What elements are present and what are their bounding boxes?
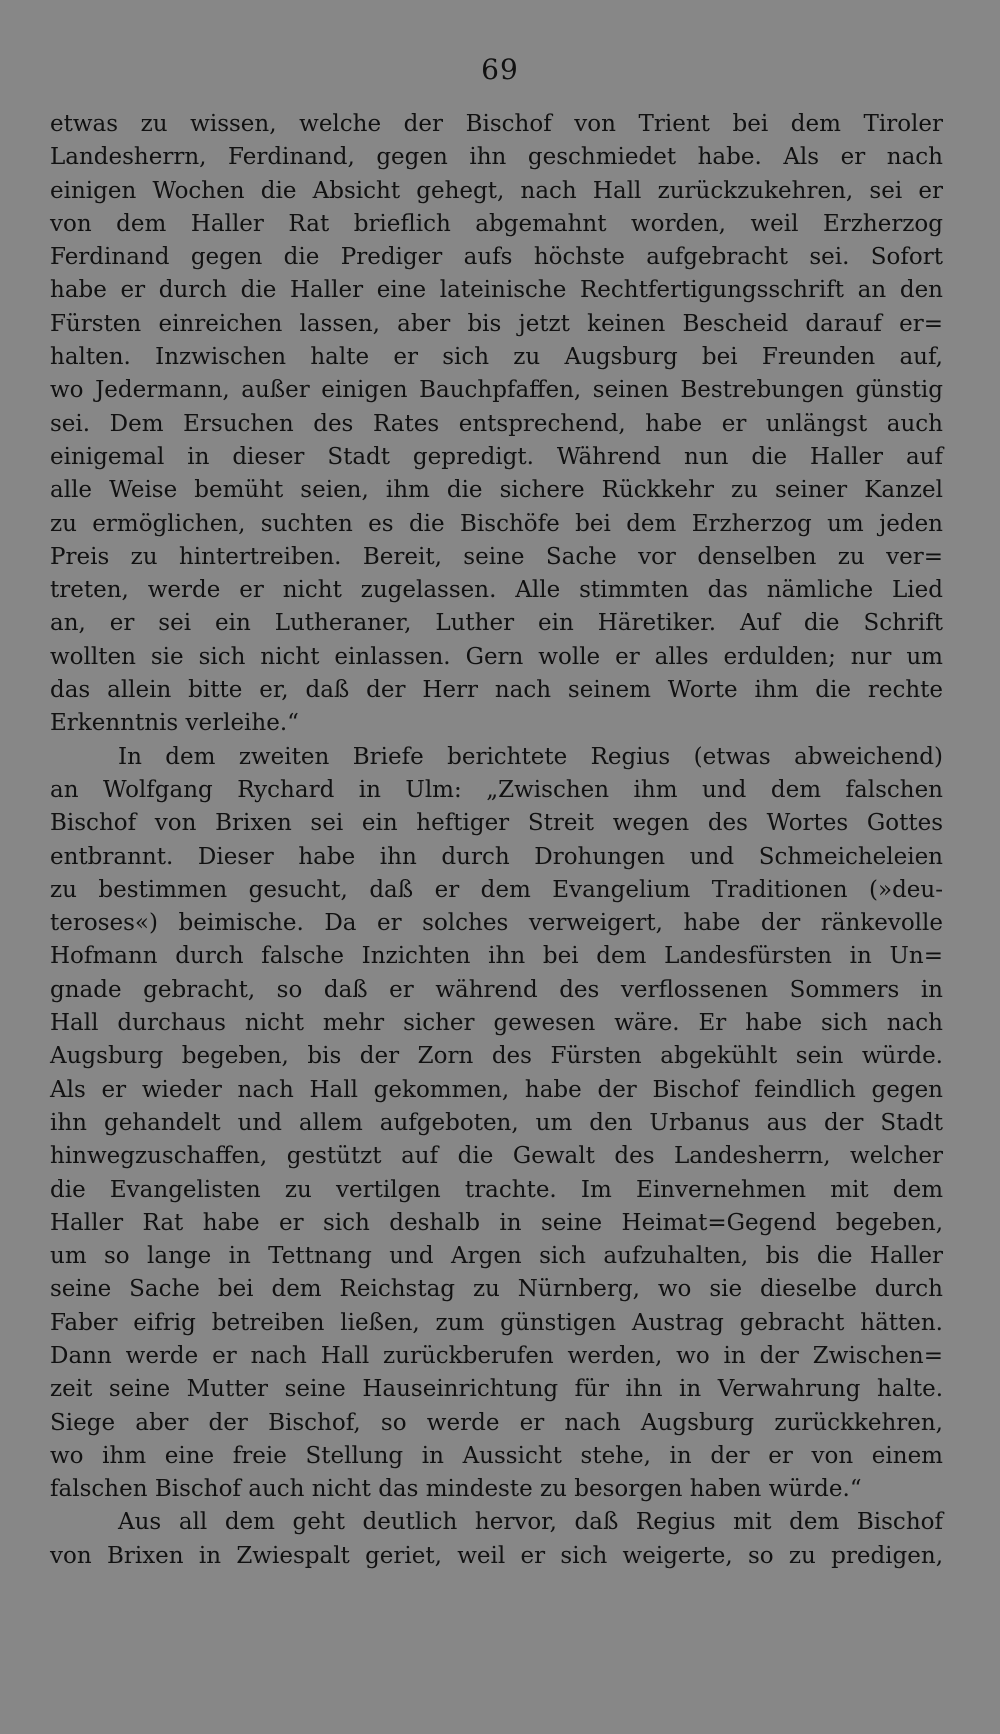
text-line: habe er durch die Haller eine lateinische Rechtfertigungsschrift an den bbox=[50, 277, 943, 304]
text-line: Faber eifrig betreiben ließen, zum günstigen Austrag gebracht hätten. bbox=[50, 1309, 943, 1336]
text-line: Hofmann durch falsche Inzichten ihn bei dem Landesfürsten in Un= bbox=[50, 943, 943, 970]
text-line: seine Sache bei dem Reichstag zu Nürnberg, wo sie dieselbe durch bbox=[50, 1276, 943, 1303]
text-line: Dann werde er nach Hall zurückberufen werden, wo in der Zwischen= bbox=[50, 1342, 943, 1369]
text-line: Als er wieder nach Hall gekommen, habe der Bischof feindlich gegen bbox=[50, 1076, 943, 1103]
text-line: gnade gebracht, so daß er während des verflossenen Sommers in bbox=[50, 976, 943, 1003]
page-number: 69 bbox=[481, 53, 519, 86]
text-line: Augsburg begeben, bis der Zorn des Fürsten abgekühlt sein würde. bbox=[50, 1043, 943, 1070]
text-line: halten. Inzwischen halte er sich zu Augsburg bei Freunden auf, bbox=[50, 344, 943, 371]
text-line: teroses«) beimische. Da er solches verweigert, habe der ränkevolle bbox=[50, 910, 943, 937]
text-line: wo ihm eine freie Stellung in Aussicht stehe, in der er von einem bbox=[50, 1442, 943, 1469]
text-line: Hall durchaus nicht mehr sicher gewesen wäre. Er habe sich nach bbox=[50, 1010, 943, 1037]
text-line: die Evangelisten zu vertilgen trachte. Im Einvernehmen mit dem bbox=[50, 1176, 943, 1203]
text-line: einigen Wochen die Absicht gehegt, nach Hall zurückzukehren, sei er bbox=[50, 177, 943, 204]
text-line: Ferdinand gegen die Prediger aufs höchste aufgebracht sei. Sofort bbox=[50, 244, 943, 271]
text-line: von Brixen in Zwiespalt geriet, weil er sich weigerte, so zu predigen, bbox=[50, 1542, 943, 1569]
text-line: das allein bitte er, daß der Herr nach seinem Worte ihm die rechte bbox=[50, 677, 943, 704]
text-line: Aus all dem geht deutlich hervor, daß Regius mit dem Bischof bbox=[118, 1509, 943, 1536]
text-line: entbrannt. Dieser habe ihn durch Drohungen und Schmeicheleien bbox=[50, 843, 943, 870]
text-line: zeit seine Mutter seine Hauseinrichtung für ihn in Verwahrung halte. bbox=[50, 1376, 943, 1403]
text-line: von dem Haller Rat brieflich abgemahnt worden, weil Erzherzog bbox=[50, 210, 943, 237]
text-line: um so lange in Tettnang und Argen sich aufzuhalten, bis die Haller bbox=[50, 1243, 943, 1270]
text-line: hinwegzuschaffen, gestützt auf die Gewalt des Landesherrn, welcher bbox=[50, 1143, 943, 1170]
text-line: Landesherrn, Ferdinand, gegen ihn geschmiedet habe. Als er nach bbox=[50, 144, 943, 171]
text-line: alle Weise bemüht seien, ihm die sichere Rückkehr zu seiner Kanzel bbox=[50, 477, 943, 504]
text-line: In dem zweiten Briefe berichtete Regius (etwas abweichend) bbox=[118, 743, 943, 770]
text-line: einigemal in dieser Stadt gepredigt. Während nun die Haller auf bbox=[50, 443, 943, 470]
text-line: zu bestimmen gesucht, daß er dem Evangelium Traditionen (»deu- bbox=[50, 876, 943, 903]
text-line: Fürsten einreichen lassen, aber bis jetzt keinen Bescheid darauf er= bbox=[50, 310, 943, 337]
text-line: an, er sei ein Lutheraner, Luther ein Häretiker. Auf die Schrift bbox=[50, 610, 943, 637]
text-line: ihn gehandelt und allem aufgeboten, um den Urbanus aus der Stadt bbox=[50, 1109, 943, 1136]
text-line: zu ermöglichen, suchten es die Bischöfe bei dem Erzherzog um jeden bbox=[50, 510, 943, 537]
text-line: etwas zu wissen, welche der Bischof von Trient bei dem Tiroler bbox=[50, 111, 943, 137]
text-line: Preis zu hintertreiben. Bereit, seine Sache vor denselben zu ver= bbox=[50, 543, 943, 570]
text-line: treten, werde er nicht zugelassen. Alle stimmten das nämliche Lied bbox=[50, 577, 943, 604]
text-line: sei. Dem Ersuchen des Rates entsprechend, habe er unlängst auch bbox=[50, 410, 943, 437]
text-line: falschen Bischof auch nicht das mindeste zu besorgen haben würde.“ bbox=[50, 1476, 862, 1503]
text-line: Bischof von Brixen sei ein heftiger Streit wegen des Wortes Gottes bbox=[50, 810, 943, 837]
text-line: an Wolfgang Rychard in Ulm: „Zwischen ihm und dem falschen bbox=[50, 776, 943, 803]
text-line: Siege aber der Bischof, so werde er nach Augsburg zurückkehren, bbox=[50, 1409, 943, 1436]
text-line: wollten sie sich nicht einlassen. Gern wolle er alles erdulden; nur um bbox=[50, 643, 943, 670]
text-line: wo Jedermann, außer einigen Bauchpfaffen, seinen Bestrebungen günstig bbox=[50, 377, 943, 404]
text-line: Erkenntnis verleihe.“ bbox=[50, 710, 299, 737]
text-line: Haller Rat habe er sich deshalb in seine Heimat=Gegend begeben, bbox=[50, 1209, 943, 1236]
body-text bbox=[50, 108, 943, 1573]
